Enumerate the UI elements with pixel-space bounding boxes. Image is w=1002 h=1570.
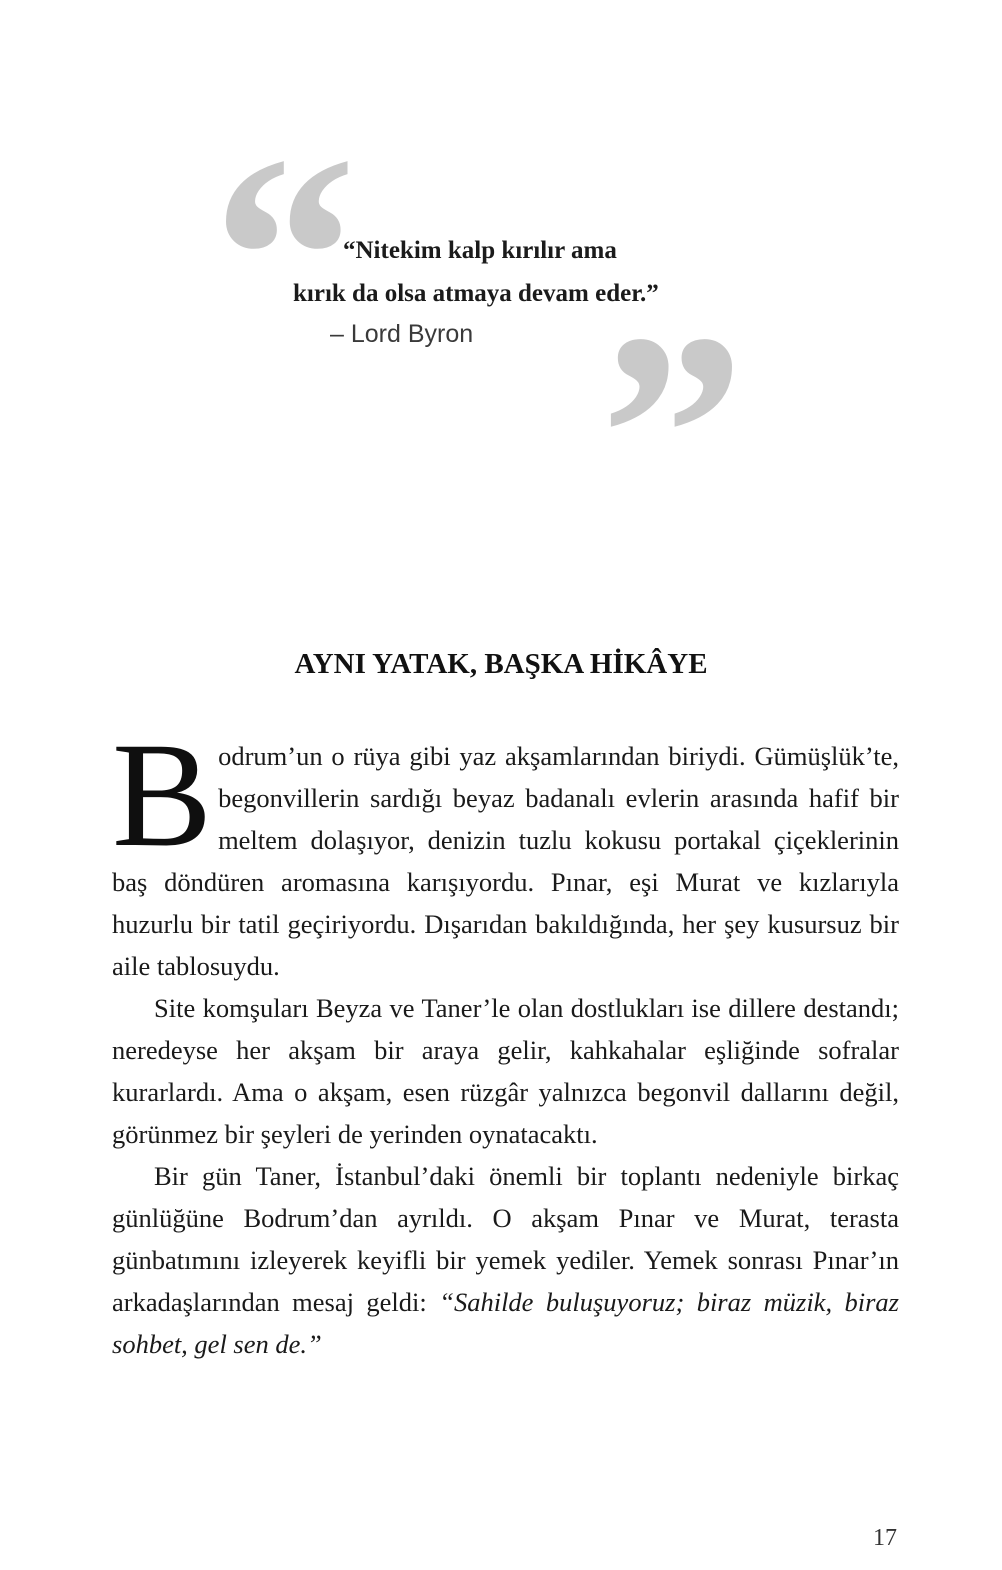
paragraph-1	[112, 712, 899, 987]
paragraph-1-text: odrum’un o rüya gibi yaz akşamlarından biriydi. Gümüşlük’te, begonvillerin sardığı beyaz badanalı evlerin arasında hafif bir meltem dolaşıyor, denizin tuzlu kokusu portakal çiçeklerinin baş döndüren aromasına karışıyordu. Pınar, eşi Murat ve kızlarıyla huzurlu bir tatil geçiriyordu. Dışarıdan bakıldığında, her şey kusursuz bir aile tablosuydu.	[112, 741, 899, 981]
drop-cap: B	[112, 712, 213, 878]
epigraph-author: – Lord Byron	[330, 320, 474, 348]
paragraph-3	[112, 1155, 899, 1365]
paragraph-2: Site komşuları Beyza ve Taner’le olan dostlukları ise dillere destandı; neredeyse her akşam bir araya gelir, kahkahalar eşliğinde sofralar kurarlardı. Ama o akşam, esen rüzgâr yalnızca begonvil dallarını değil, görünmez bir şeyleri de yerinden oynatacaktı.	[112, 993, 899, 1149]
chapter-body	[112, 712, 899, 1365]
paragraph-3-quote: “Sahilde buluşuyoruz; biraz müzik, biraz sohbet, gel sen de.”	[112, 1287, 899, 1359]
page-number: 17	[873, 1525, 897, 1551]
epigraph-line-1: “Nitekim kalp kırılır ama	[343, 237, 617, 264]
close-quote-mark: ”	[600, 274, 727, 595]
chapter-title: AYNI YATAK, BAŞKA HİKÂYE	[294, 648, 708, 680]
epigraph-line-2: kırık da olsa atmaya devam eder.”	[293, 280, 659, 307]
paragraph-3-text: Bir gün Taner, İstanbul’daki önemli bir toplantı nedeniyle birkaç günlüğüne Bodrum’dan ayrıldı. O akşam Pınar ve Murat, terasta günbatımını izleyerek keyifli bir yemek yediler. Yemek sonrası Pınar’ın arkadaşlarından mesaj geldi:	[112, 1161, 899, 1317]
open-quote-mark: “	[212, 96, 339, 417]
